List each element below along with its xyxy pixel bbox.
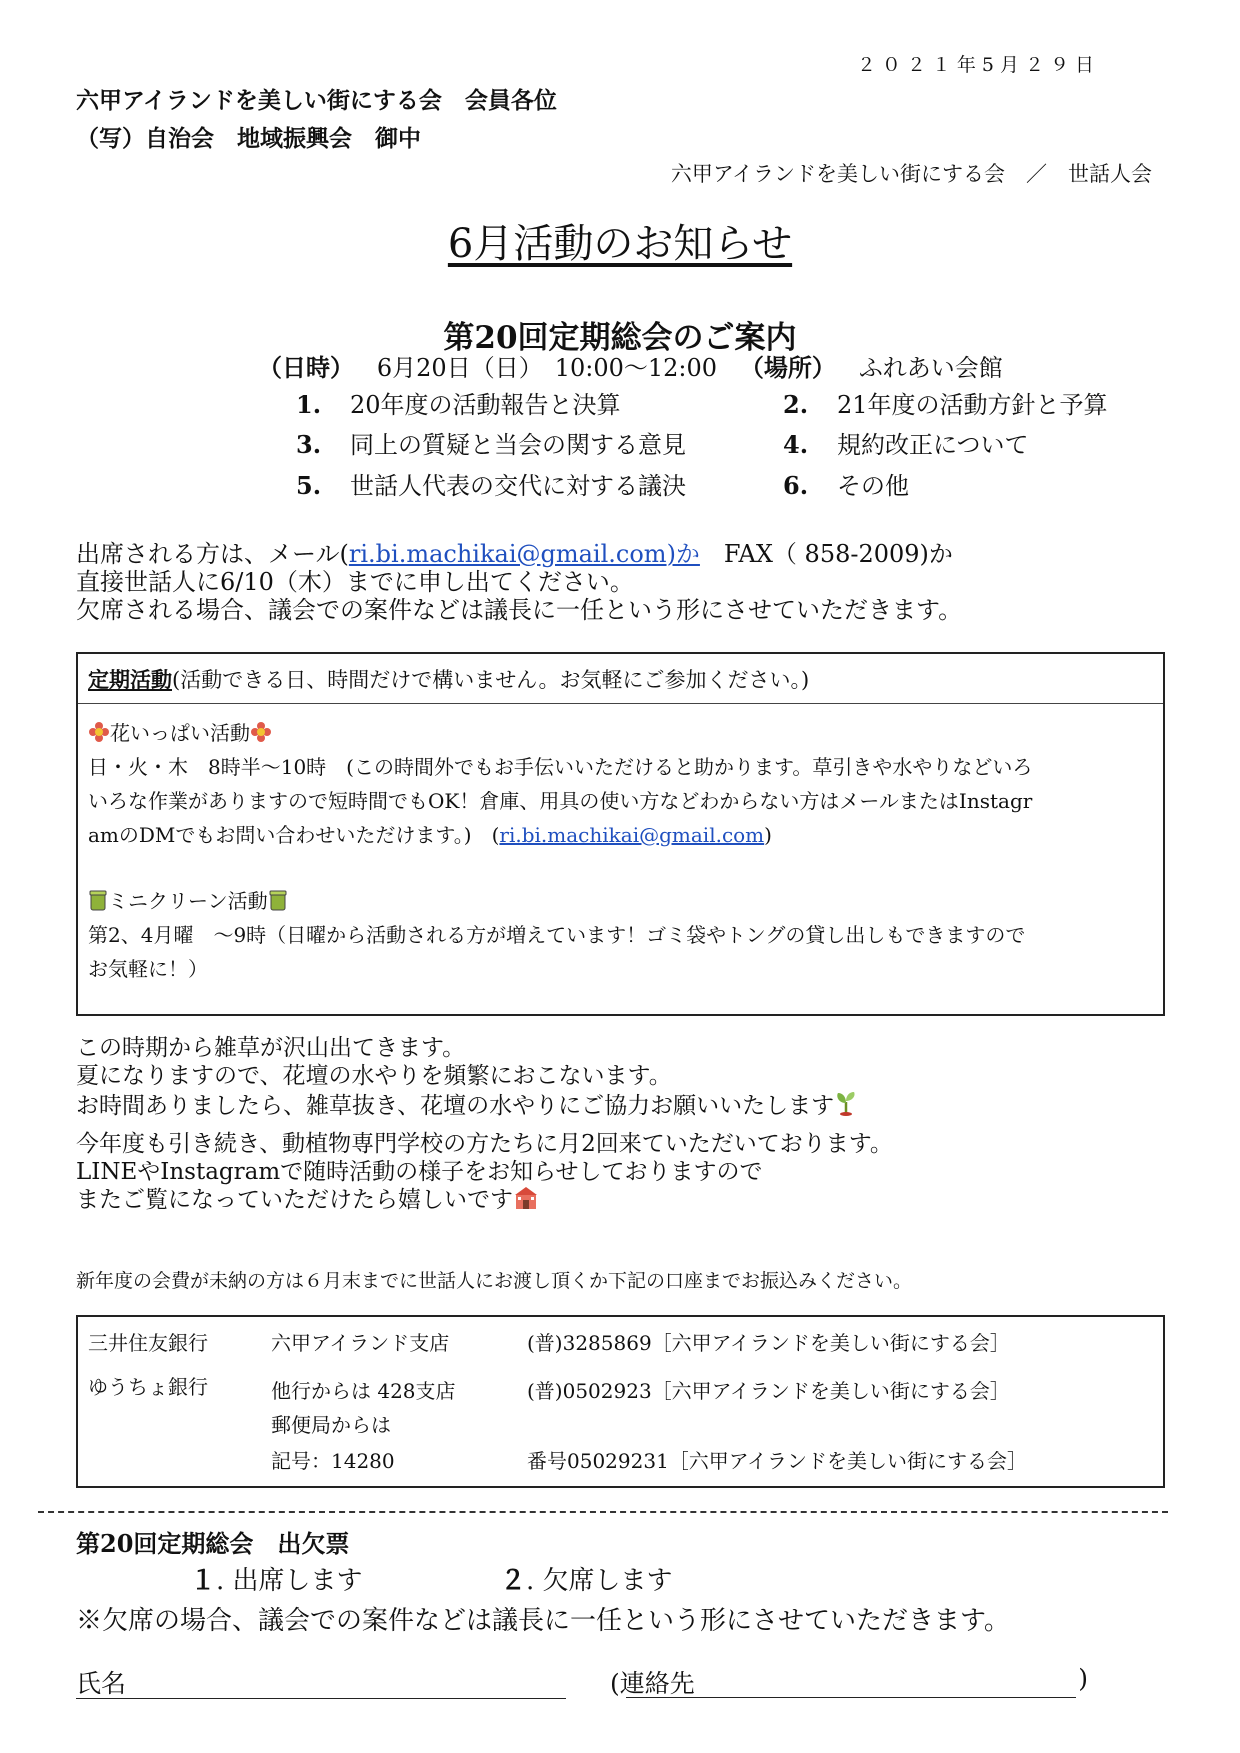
school-notes: 今年度も引き続き、動植物専門学校の方たちに月2回来ていただいております。 LINEやInstagramで随時活動の様子をお知らせしておりますので またご覧になっていただけたら嬉しいです <box>76 1131 893 1213</box>
meeting-when-where <box>258 348 1003 383</box>
bank-2-name: ゆうちょ銀行 <box>88 1375 208 1399</box>
bank-1-name: 三井住友銀行 <box>88 1331 208 1355</box>
bank-2-number: 番号05029231［六甲アイランドを美しい街にする会］ <box>527 1449 1027 1473</box>
regular-activities-box: 定期活動(活動できる日、時間だけで構いません。お気軽にご参加ください。) 花いっぱい活動 日・火・木 8時半〜10時 (この時間外でもお手伝いいただけると助かります。草引きや水やりなどいろ いろな作業がありますので短時間でもOK！倉庫、用具の使い方などわからない方はメールまたはInstagr amのDMでもお問い合わせいただけます。) (ri.bi.machikai@gmail.com) ミニクリーン活動 第2、4月曜 〜9時（日曜から活動される方が増えています！ゴミ袋やトングの貸し出しもできますので お気軽に！） <box>76 652 1165 1016</box>
flower-icon <box>250 721 272 743</box>
date-value: 6月20日（日） 10:00〜12:00 <box>376 354 718 382</box>
bank-2-post-label: 郵便局からは <box>271 1413 391 1437</box>
attendance-instructions: 出席される方は、メール(ri.bi.machikai@gmail.com)か FAX（ 858-2009)か 直接世話人に6/10（木）までに申し出てください。 欠席される場合、議会での案件などは議長に一任という形にさせていただきます。 <box>76 540 963 624</box>
meeting-title: 第20回定期総会のご案内 <box>443 320 797 356</box>
agenda-item: 4. 規約改正について <box>783 430 1029 459</box>
clean-activity-title: ミニクリーン活動 <box>88 884 1153 918</box>
bank-1-account: (普)3285869［六甲アイランドを美しい街にする会］ <box>527 1331 1010 1355</box>
sender: 六甲アイランドを美しい街にする会 ／ 世話人会 <box>670 162 1152 186</box>
agenda-item: 1. 20年度の活動報告と決算 <box>296 390 621 419</box>
contact-field[interactable]: (連絡先 ) <box>610 1664 1088 1698</box>
date-label: （日時） <box>258 353 354 382</box>
bank-accounts-box <box>76 1315 1165 1488</box>
sprout-icon <box>834 1090 858 1116</box>
document-date: ２０２１年5月２９日 <box>856 54 1100 76</box>
option-absent[interactable]: ２. 欠席します <box>500 1566 673 1596</box>
trash-can-icon <box>268 889 288 911</box>
weed-notes: この時期から雑草が沢山出てきます。 夏になりますので、花壇の水やりを頻繁におこないます。 お時間ありましたら、雑草抜き、花壇の水やりにご協力お願いいたします <box>76 1034 858 1120</box>
flower-activity-title: 花いっぱい活動 <box>88 716 1153 750</box>
agenda-item: 5. 世話人代表の交代に対する議決 <box>296 471 686 500</box>
place-value: ふれあい会館 <box>858 354 1003 382</box>
bank-1-branch: 六甲アイランド支店 <box>271 1331 450 1355</box>
trash-can-icon <box>88 889 108 911</box>
email-link[interactable]: ri.bi.machikai@gmail.com <box>499 823 765 847</box>
bank-2-symbol: 記号：14280 <box>271 1449 395 1473</box>
bank-2-account: (普)0502923［六甲アイランドを美しい街にする会］ <box>527 1379 1010 1403</box>
contact-label: 連絡先 <box>619 1669 695 1698</box>
attendance-form-title: 第20回定期総会 出欠票 <box>76 1529 350 1558</box>
agenda-item: 2. 21年度の活動方針と予算 <box>783 390 1108 419</box>
flower-icon <box>88 721 110 743</box>
absent-note: ※欠席の場合、議会での案件などは議長に一任という形にさせていただきます。 <box>76 1606 1010 1636</box>
place-label: （場所） <box>739 353 836 382</box>
page-title: 6月活動のお知らせ <box>447 221 793 267</box>
name-label: 氏名 <box>76 1669 127 1698</box>
option-attend[interactable]: １. 出席します <box>190 1566 363 1596</box>
email-link[interactable]: ri.bi.machikai@gmail.com)か <box>348 540 700 568</box>
agenda-item: 3. 同上の質疑と当会の関する意見 <box>296 430 686 459</box>
name-field[interactable] <box>76 1664 566 1699</box>
bank-2-branch: 他行からは 428支店 <box>271 1379 456 1403</box>
school-icon <box>513 1186 539 1210</box>
recipient-line-1: 六甲アイランドを美しい街にする会 会員各位 <box>76 88 557 114</box>
agenda-item: 6. その他 <box>783 471 909 500</box>
regular-activities-header: 定期活動(活動できる日、時間だけで構いません。お気軽にご参加ください。) <box>78 654 1163 704</box>
fee-note: 新年度の会費が未納の方は６月末までに世話人にお渡し頂くか下記の口座までお振込みください。 <box>76 1270 913 1292</box>
recipient-line-2: （写）自治会 地域振興会 御中 <box>76 126 421 152</box>
cut-line <box>38 1511 1168 1513</box>
